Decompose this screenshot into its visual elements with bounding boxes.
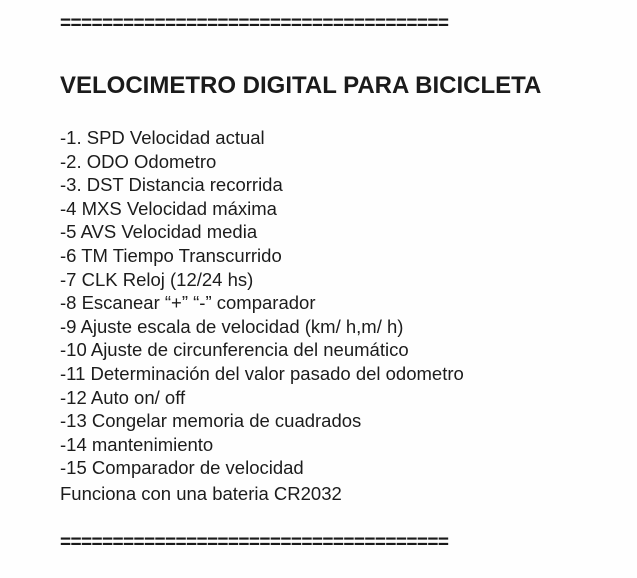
list-item: -10 Ajuste de circunferencia del neumático (60, 339, 409, 361)
list-item: -14 mantenimiento (60, 433, 214, 455)
battery-note: Funciona con una bateria CR2032 (60, 483, 342, 504)
bottom-separator: ===================================== (60, 532, 449, 553)
list-item: -7 CLK Reloj (12/24 hs) (60, 268, 254, 290)
list-item: -13 Congelar memoria de cuadrados (60, 410, 362, 432)
page-title: VELOCIMETRO DIGITAL PARA BICICLETA (60, 72, 542, 99)
list-item: -15 Comparador de velocidad (60, 457, 304, 479)
list-item: -6 TM Tiempo Transcurrido (60, 244, 282, 266)
list-item: -8 Escanear “+” “-” comparador (60, 292, 316, 314)
list-item: -9 Ajuste escala de velocidad (km/ h,m/ h) (60, 315, 404, 337)
feature-list (60, 126, 464, 480)
list-item: -5 AVS Velocidad media (60, 221, 258, 243)
list-item: -1. SPD Velocidad actual (60, 127, 265, 148)
list-item: -3. DST Distancia recorrida (60, 174, 283, 196)
list-item: -2. ODO Odometro (60, 150, 217, 172)
list-item: -11 Determinación del valor pasado del odometro (60, 362, 464, 384)
list-item: -12 Auto on/ off (60, 386, 186, 408)
list-item: -4 MXS Velocidad máxima (60, 197, 277, 219)
top-separator: ===================================== (60, 13, 449, 34)
